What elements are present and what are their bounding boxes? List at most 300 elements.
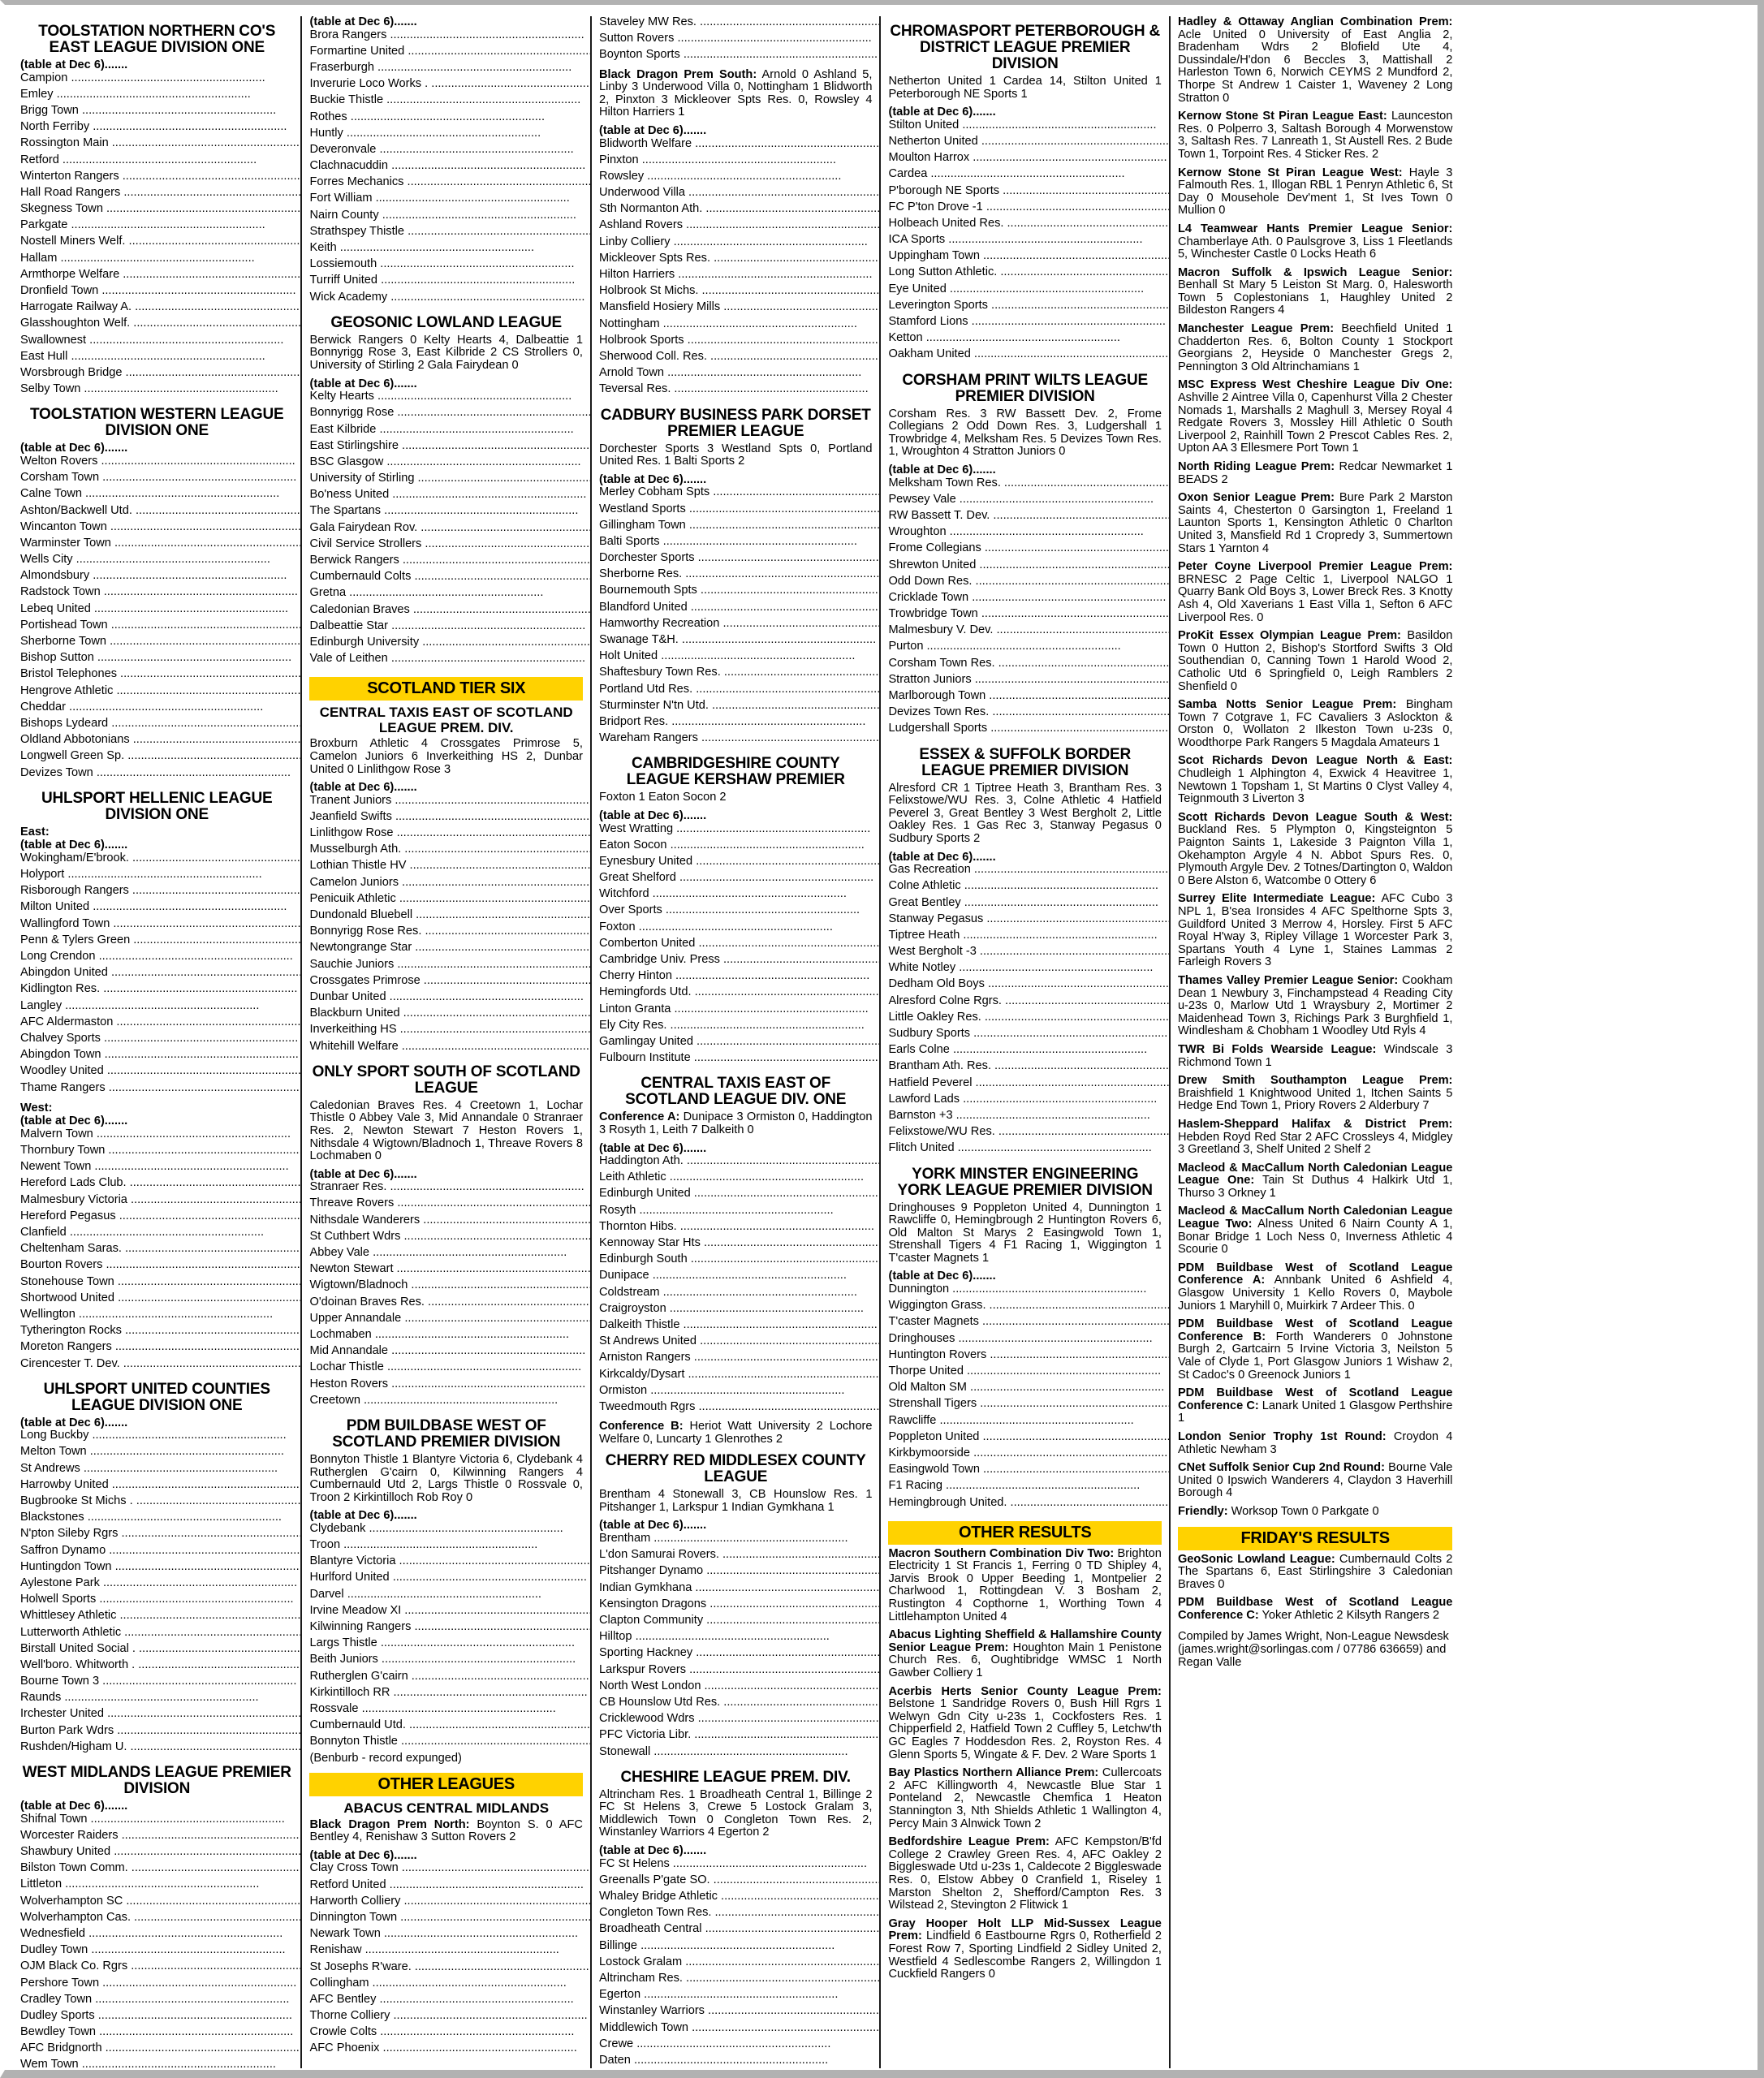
table-row <box>599 269 881 285</box>
team-name: Moulton Harrox ..... <box>888 152 1170 168</box>
table-row <box>309 1912 591 1928</box>
table-row <box>888 1365 1170 1382</box>
team-name: Crewe ..... <box>599 2038 881 2054</box>
table-row <box>20 170 302 187</box>
table-row <box>888 624 1170 640</box>
table-row <box>20 521 302 537</box>
table-row <box>599 683 881 700</box>
table-row <box>599 1319 881 1335</box>
team-name: Hengrove Athletic ..... <box>20 685 302 701</box>
league-results: Annbank United 6 Ashfield 4, Glasgow University 1 Kello Rovers 0, Maybole Juniors 1 Maryhill 0, Muirkirk 7 Ardeer This. 0 <box>1177 1274 1453 1313</box>
league-table <box>20 59 302 399</box>
table-row <box>20 351 302 367</box>
team-name: Hall Road Rangers ..... <box>20 187 302 203</box>
table-row <box>599 1907 881 1923</box>
table-row <box>888 640 1170 657</box>
table-row <box>20 718 302 734</box>
table-row <box>20 2010 302 2026</box>
table-row <box>309 942 591 958</box>
team-name: Sporting Hackney ..... <box>599 1647 881 1663</box>
table-row <box>20 967 302 983</box>
team-name: T'caster Magnets ..... <box>888 1316 1170 1332</box>
team-name: Worcester Raiders ..... <box>20 1830 302 1846</box>
table-row <box>309 111 591 127</box>
team-name: Holyport ..... <box>20 869 302 885</box>
section-heading: CORSHAM PRINT WILTS LEAGUE PREMIER DIVISION <box>902 371 1149 405</box>
table-row <box>888 1028 1170 1044</box>
team-name: Mansfield Hosiery Mills ..... <box>599 301 881 317</box>
table-row <box>309 1944 591 1960</box>
table-row <box>599 520 881 536</box>
column-1 <box>13 16 302 2068</box>
table-row <box>888 201 1170 218</box>
table-row <box>599 2054 881 2068</box>
table-label: (table at Dec 6)....... <box>20 1800 128 1813</box>
league-name: Acerbis Herts Senior County League Prem: <box>888 1684 1162 1698</box>
team-name: Cirencester T. Dev. ..... <box>20 1358 302 1374</box>
team-name: Cumbernauld Utd. ..... <box>309 1719 591 1735</box>
table-label: (table at Dec 6)....... <box>309 1849 417 1862</box>
team-name: Pitshanger Dynamo ..... <box>599 1565 881 1581</box>
team-name: Mid Annandale ..... <box>309 1345 591 1361</box>
league-result-entry <box>1178 699 1452 749</box>
team-name: Stilton United ..... <box>888 119 1170 136</box>
table-row <box>20 685 302 701</box>
team-name: Rosyth ..... <box>599 1205 881 1221</box>
table-row <box>309 636 591 653</box>
table-label: (table at Dec 6)....... <box>888 463 996 476</box>
team-name: Clapton Community ..... <box>599 1615 881 1631</box>
team-name: Great Shelford ..... <box>599 872 881 888</box>
table-header-row <box>20 442 302 455</box>
league-results: Hebden Royd Red Star 2 AFC Crossleys 4, Midgley 3 Greetland 3, Shelf United 2 Shelf 2 <box>1177 1130 1453 1157</box>
table-row <box>20 88 302 105</box>
table-row <box>309 1653 591 1670</box>
banner-fridays-results: FRIDAY'S RESULTS <box>1178 1527 1452 1550</box>
team-name: Sherborne Res. ..... <box>599 568 881 584</box>
league-results: BRNESC 2 Page Celtic 1, Liverpool NALGO 1 Quarry Bank Old Boys 3, Lower Breck Res. 3 Knotty Ash 4, Old Xaverians 1 East Villa 1, Sefton 6 AFC Liverpool Res. 0 <box>1177 572 1453 624</box>
table-row <box>20 1561 302 1577</box>
table-row <box>599 236 881 252</box>
table-row <box>20 1145 302 1161</box>
table-row <box>20 869 302 885</box>
team-name: CB Hounslow Utd Res. ..... <box>599 1696 881 1713</box>
team-name: Blackburn United ..... <box>309 1007 591 1024</box>
league-name: GeoSonic Lowland League: <box>1177 1552 1335 1566</box>
table-row <box>599 187 881 203</box>
team-name: Thame Rangers ..... <box>20 1082 302 1098</box>
table-label: (table at Dec 6)....... <box>309 1168 417 1181</box>
team-name: Eye United ..... <box>888 283 1170 300</box>
table-row <box>888 542 1170 558</box>
team-name: Alresford Colne Rgrs. ..... <box>888 995 1170 1011</box>
table-row <box>20 187 302 203</box>
table-row <box>599 1352 881 1368</box>
team-name: Thornbury Town ..... <box>20 1145 302 1161</box>
team-name: Newton Stewart ..... <box>309 1263 591 1279</box>
team-name: Easingwold Town ..... <box>888 1464 1170 1480</box>
tbody-c4s3 <box>888 851 1170 1159</box>
table-header-row <box>888 851 1170 864</box>
table-row <box>888 316 1170 332</box>
team-name: Craigroyston ..... <box>599 1303 881 1319</box>
column-5 <box>1171 16 1460 2068</box>
tbody-c1s4 <box>20 1417 302 1757</box>
league-results: Buckland Res. 5 Plympton 0, Kingsteignton 5 Paignton Saints 1, Lakeside 3 Paignton Villa 1, Okehampton Argyle 4 N. Abbot Spurs Res. 0, Plymouth Argyle Dev. 2 Totnes/Dartington 0, Waldon 0 Bere Alston 6, Watcombe 0 Ottery 6 <box>1177 823 1453 887</box>
table-row <box>599 1369 881 1385</box>
table-row <box>888 1093 1170 1110</box>
league-result-entry <box>1178 223 1452 261</box>
table-row <box>599 1549 881 1565</box>
league-results: Cookham Dean 1 Newbury 3, Finchampstead 4 Reading City u-23s 0, Marlow Utd 1 Wraysbury 2, Mortimer 2 Maidenhead Town 3, Richings Park 3 Burghfield 1, Windlesham & Chobham 1 Woodley Utd Ryls 4 <box>1177 973 1453 1038</box>
team-name: Aylestone Park ..... <box>20 1577 302 1593</box>
table-row <box>20 1000 302 1016</box>
table-row <box>20 2042 302 2059</box>
table-row <box>888 1398 1170 1414</box>
league-name: Drew Smith Southampton League Prem: <box>1177 1074 1453 1088</box>
team-name: Sutton Rovers ..... <box>599 32 881 49</box>
team-name: Vale of Leithen ..... <box>309 653 591 669</box>
team-name: Bugbrooke St Michs . ..... <box>20 1495 302 1511</box>
table-row <box>599 1598 881 1615</box>
table-row <box>309 893 591 909</box>
table-row <box>20 537 302 554</box>
table-row <box>599 367 881 383</box>
team-name: Keith ..... <box>309 242 591 258</box>
table-row <box>599 839 881 856</box>
team-name: Dundonald Bluebell ..... <box>309 909 591 925</box>
team-name: St Andrews United ..... <box>599 1335 881 1352</box>
results-text: Alresford CR 1 Tiptree Heath 3, Brantham Res. 3 Felixstowe/WU Res. 3, Colne Athletic 4 Hatfield Peverel 3, Great Bentley 3 West Bergholt 2, Little Oakley Res. 1 Gas Rec 3, Stanway Pegasus 0 Sudbury Sports 2 <box>888 781 1162 845</box>
league-result-entry <box>1178 323 1452 373</box>
table-row <box>20 317 302 334</box>
league-name: Gray Hooper Holt LLP Mid-Sussex League Prem: <box>888 1916 1162 1943</box>
league-result-entry <box>1178 1506 1452 1519</box>
table-row <box>888 592 1170 608</box>
table-row <box>20 285 302 301</box>
table-row <box>309 1007 591 1024</box>
team-name: Hatfield Peverel ..... <box>888 1077 1170 1093</box>
results-text: Bonnyton Thistle 1 Blantyre Victoria 6, Clydebank 4 Rutherglen G'cairn 0, Kilwinning Rangers 4 Cumbernauld Utd 2, Largs Thistle 0 Rossvale 0, Troon 2 Kirkintilloch Rob Roy 0 <box>309 1452 583 1504</box>
league-name: Macron Southern Combination Div Two: <box>888 1546 1115 1560</box>
team-name: Tytherington Rocks ..... <box>20 1325 302 1341</box>
table-row <box>888 1126 1170 1142</box>
team-name: Lutterworth Athletic ..... <box>20 1627 302 1643</box>
table-row <box>20 1960 302 1977</box>
table-row <box>309 456 591 472</box>
league-result-entry <box>1178 755 1452 805</box>
table-row <box>888 168 1170 184</box>
table-row <box>309 505 591 521</box>
league-result-entry <box>888 1918 1161 1981</box>
league-name: Manchester League Prem: <box>1177 322 1335 336</box>
league-result-entry <box>1178 975 1452 1038</box>
section-heading: CHESHIRE LEAGUE PREM. DIV. <box>620 1768 851 1786</box>
tbody-c3s6 <box>599 1845 881 2068</box>
table-row <box>599 1303 881 1319</box>
tbody-c2s2 <box>309 378 591 670</box>
table-row <box>599 1237 881 1253</box>
table-row <box>20 1210 302 1227</box>
league-results: Acle United 0 University of East Anglia 2, Bradenham Wdrs 2 Blofield Ute 4, Dussindale/H'don 6 Beccles 3, Mattishall 2 Harleston Town 6, Norwich CEYMS 2 Mundford 2, Thorpe St Andrew 1 Caister 1, Waveney 2 Long Stratton 0 <box>1177 28 1453 105</box>
team-name: Longwell Green Sp. ..... <box>20 750 302 766</box>
team-name: Darvel ..... <box>309 1589 591 1605</box>
table-row <box>20 636 302 652</box>
table-row <box>599 1890 881 1907</box>
table-row <box>309 209 591 226</box>
table-row <box>20 652 302 668</box>
compiler-credit: Compiled by James Wright, Non-League Newsdesk (james.wright@sorlingas.com / 07786 636659) and Regan Valle <box>1177 1629 1449 1669</box>
table-row <box>20 934 302 951</box>
table-header-row <box>20 1800 302 1813</box>
table-row <box>309 1703 591 1719</box>
team-name: West Bergholt -3 ..... <box>888 946 1170 962</box>
team-name: Poppleton United ..... <box>888 1431 1170 1447</box>
team-name: North West London ..... <box>599 1680 881 1696</box>
league-results: Yoker Athletic 2 Kilsyth Rangers 2 <box>1258 1608 1439 1622</box>
team-name: Irvine Meadow XI ..... <box>309 1605 591 1621</box>
table-row <box>20 505 302 521</box>
table-row <box>309 274 591 291</box>
table-row <box>309 424 591 440</box>
team-name: Sturminster N'tn Utd. ..... <box>599 700 881 716</box>
table-row <box>20 668 302 684</box>
section-heading: CENTRAL TAXIS EAST OF SCOTLAND LEAGUE DIV. ONE <box>625 1075 847 1109</box>
tbody-c4s2 <box>888 464 1170 739</box>
table-row <box>309 1621 591 1637</box>
table-row <box>599 1696 881 1713</box>
team-name: Daten ..... <box>599 2054 881 2068</box>
league-results: Launceston Res. 0 Polperro 3, Saltash Borough 4 Morwenstow 3, Saltash Res. 7 Lanreath 1, St Austell Res. 2 Bude Town 1, Torpoint Res. 4 Sticker Res. 2 <box>1177 110 1453 161</box>
table-row <box>599 1155 881 1171</box>
league-table <box>888 1270 1170 1512</box>
team-name: Arnold Town ..... <box>599 367 881 383</box>
team-name: Hilton Harriers ..... <box>599 269 881 285</box>
team-name: Kirkcaldy/Dysart ..... <box>599 1369 881 1385</box>
table-row <box>599 1052 881 1068</box>
team-name: Whittlesey Athletic ..... <box>20 1610 302 1626</box>
table-row <box>20 1049 302 1065</box>
team-name: Bishops Lydeard ..... <box>20 718 302 734</box>
table-row <box>20 1479 302 1495</box>
team-name: Bo'ness United ..... <box>309 489 591 505</box>
team-name: St Andrews ..... <box>20 1463 302 1479</box>
table-row <box>309 1247 591 1263</box>
team-name: Ashton/Backwell Utd. ..... <box>20 505 302 521</box>
league-table <box>309 1169 591 1411</box>
table-row <box>309 1637 591 1653</box>
section-heading: CHERRY RED MIDDLESEX COUNTY LEAGUE <box>605 1452 866 1486</box>
table-row <box>888 690 1170 706</box>
table-row <box>309 1313 591 1329</box>
table-row <box>309 1928 591 1944</box>
team-name: Purton ..... <box>888 640 1170 657</box>
team-name: Gillingham Town ..... <box>599 520 881 536</box>
team-name: Birstall United Social . ..... <box>20 1643 302 1659</box>
table-row <box>20 1292 302 1308</box>
table-row <box>599 1188 881 1204</box>
table-row <box>599 16 881 32</box>
team-name: Raunds ..... <box>20 1692 302 1708</box>
league-name: Samba Notts Senior League Prem: <box>1177 698 1397 712</box>
team-name: East Stirlingshire ..... <box>309 440 591 456</box>
team-name: Malvern Town ..... <box>20 1128 302 1145</box>
team-name: Fort William ..... <box>309 192 591 209</box>
table-row <box>888 283 1170 300</box>
table-row <box>20 1463 302 1479</box>
table-row <box>599 334 881 351</box>
team-name: Retford United ..... <box>309 1879 591 1895</box>
section-heading: UHLSPORT HELLENIC LEAGUE DIVISION ONE <box>41 789 273 823</box>
table-row <box>309 78 591 94</box>
table-row <box>599 285 881 301</box>
table-row <box>20 885 302 901</box>
table-label: (table at Dec 6)....... <box>598 473 707 486</box>
table-row <box>888 1349 1170 1365</box>
league-results: Basildon Town 0 Hutton 2, Bishop's Stortford Swifts 3 Old Southendian 0, Canning Town 1 Harold Wood 2, Catholic Utd 6 Springfield 0, Leigh Ramblers 2 Shenfield 0 <box>1177 629 1453 693</box>
league-table <box>309 1510 591 1752</box>
table-header-row <box>20 839 302 852</box>
table-row <box>309 1571 591 1588</box>
table-row <box>20 1627 302 1643</box>
table-row <box>599 1680 881 1696</box>
table-row <box>599 301 881 317</box>
table-row <box>20 1429 302 1446</box>
league-result-entry <box>888 1548 1161 1624</box>
section-heading: ESSEX & SUFFOLK BORDER LEAGUE PREMIER DIVISION <box>919 745 1131 779</box>
team-name: Huntingdon Town ..... <box>20 1561 302 1577</box>
section-heading: CADBURY BUSINESS PARK DORSET PREMIER LEAGUE <box>600 406 871 440</box>
table-row <box>309 925 591 942</box>
tbody-c3s1b <box>599 125 881 400</box>
league-table <box>20 442 302 782</box>
team-name: Eaton Socon ..... <box>599 839 881 856</box>
table-row <box>309 860 591 876</box>
team-name: Long Crendon ..... <box>20 951 302 967</box>
league-result-entry <box>1178 16 1452 105</box>
table-row <box>20 334 302 351</box>
table-row <box>20 1928 302 1944</box>
table-row <box>309 1671 591 1687</box>
team-name: Radstock Town ..... <box>20 586 302 602</box>
table-row <box>599 700 881 716</box>
table-row <box>309 1994 591 2010</box>
table-row <box>20 1643 302 1659</box>
league-name: PDM Buildbase West of Scotland League Conference B: <box>1177 1317 1453 1343</box>
table-label: (table at Dec 6)....... <box>309 377 417 390</box>
league-table <box>599 125 881 400</box>
league-results: Tain St Duthus 4 Halkirk Utd 1, Thurso 3 Orkney 1 <box>1177 1174 1453 1200</box>
league-result-entry <box>888 1836 1161 1912</box>
team-name: Shortwood United ..... <box>20 1292 302 1308</box>
table-row <box>599 1615 881 1631</box>
league-table <box>309 16 591 308</box>
league-result-entry <box>1178 267 1452 317</box>
section-heading: CENTRAL TAXIS EAST OF SCOTLAND LEAGUE PREM. DIV. <box>319 705 573 735</box>
table-row <box>309 242 591 258</box>
team-name: Foxton ..... <box>599 921 881 938</box>
table-row <box>20 1545 302 1561</box>
team-name: Ashland Rovers ..... <box>599 219 881 235</box>
table-row <box>599 1858 881 1874</box>
team-name: Brentham ..... <box>599 1533 881 1549</box>
team-name: University of Stirling ..... <box>309 472 591 489</box>
table-row <box>309 1024 591 1040</box>
team-name: Earls Colne ..... <box>888 1044 1170 1060</box>
team-name: Nairn County ..... <box>309 209 591 226</box>
table-row <box>599 536 881 552</box>
league-name: PDM Buildbase West of Scotland League Conference C: <box>1177 1386 1453 1412</box>
league-table <box>599 1143 881 1418</box>
team-name: Dalkeith Thistle ..... <box>599 1319 881 1335</box>
team-name: Trowbridge Town ..... <box>888 608 1170 624</box>
conference-results: Dunipace 3 Ormiston 0, Haddington 3 Rosyth 1, Leith 7 Dalkeith 0 <box>598 1110 873 1136</box>
table-row <box>888 946 1170 962</box>
table-header-row <box>309 378 591 391</box>
team-name: O'doinan Braves Res. ..... <box>309 1296 591 1313</box>
team-name: Almondsbury ..... <box>20 570 302 586</box>
team-name: Portishead Town ..... <box>20 619 302 636</box>
team-name: Wick Academy ..... <box>309 291 591 308</box>
team-name: Dorchester Sports ..... <box>599 552 881 568</box>
team-name: Wokingham/E'brook. ..... <box>20 852 302 869</box>
team-name: Lochar Thistle ..... <box>309 1361 591 1377</box>
table-row <box>20 603 302 619</box>
team-name: Frome Collegians ..... <box>888 542 1170 558</box>
table-row <box>599 1989 881 2005</box>
banner-other-results: OTHER RESULTS <box>888 1521 1161 1545</box>
team-name: Bournemouth Spts ..... <box>599 584 881 601</box>
team-name: Berwick Rangers ..... <box>309 554 591 571</box>
league-results: Boynton S. 0 AFC Bentley 4, Renishaw 3 Sutton Rovers 2 <box>309 1817 583 1844</box>
table-label: (table at Dec 6)....... <box>598 124 707 137</box>
team-name: Irchester United ..... <box>20 1708 302 1724</box>
table-row <box>20 301 302 317</box>
table-row <box>20 1341 302 1357</box>
team-name: Ormiston ..... <box>599 1385 881 1401</box>
table-label: (table at Dec 6)....... <box>888 1270 996 1283</box>
team-name: Wallingford Town ..... <box>20 918 302 934</box>
team-name: Rowsley ..... <box>599 170 881 187</box>
team-name: AFC Bridgnorth ..... <box>20 2042 302 2059</box>
table-row <box>599 552 881 568</box>
team-name: Thornton Hibs. ..... <box>599 1221 881 1237</box>
team-name: Rothes ..... <box>309 111 591 127</box>
team-name: Well'boro. Whitworth . ..... <box>20 1659 302 1675</box>
team-name: Malmesbury V. Dev. ..... <box>888 624 1170 640</box>
team-name: Parkgate ..... <box>20 219 302 235</box>
league-table <box>599 1520 881 1761</box>
table-label: (table at Dec 6)....... <box>309 782 417 795</box>
team-name: Swanage T&H. ..... <box>599 634 881 650</box>
league-results: Braishfield 1 Knightwood United 1, Itchen Saints 5 Hedge End Town 1, Priory Rovers 2 Alderbury 7 <box>1177 1086 1453 1113</box>
team-name: Jeanfield Swifts ..... <box>309 811 591 827</box>
team-name: Dalbeattie Star ..... <box>309 620 591 636</box>
team-name: Shawbury United ..... <box>20 1846 302 1862</box>
league-result-entry <box>1178 630 1452 693</box>
team-name: Skegness Town ..... <box>20 203 302 219</box>
table-row <box>888 1011 1170 1028</box>
table-row <box>309 653 591 669</box>
team-name: Inverkeithing HS ..... <box>309 1024 591 1040</box>
league-name: TWR Bi Folds Wearside League: <box>1177 1042 1377 1056</box>
table-row <box>20 1912 302 1928</box>
team-name: Cherry Hinton ..... <box>599 970 881 986</box>
league-name: L4 Teamwear Hants Premier League Senior: <box>1177 222 1453 235</box>
table-row <box>20 1016 302 1033</box>
table-row <box>599 716 881 732</box>
table-row <box>888 1110 1170 1126</box>
